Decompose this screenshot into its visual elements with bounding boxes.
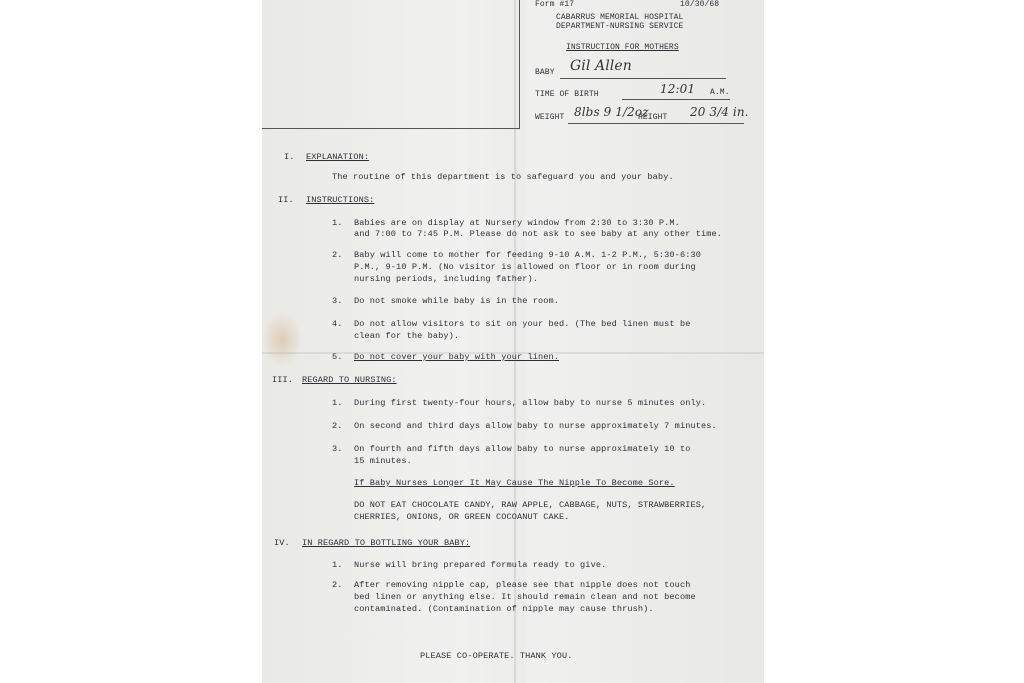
list-item-number: 2.: [332, 250, 343, 260]
list-item-number: 2.: [332, 580, 343, 590]
section-1-number: I.: [284, 152, 295, 162]
list-item-number: 3.: [332, 296, 343, 306]
section-4-title: IN REGARD TO BOTTLING YOUR BABY:: [302, 538, 471, 548]
document-page: [262, 0, 764, 683]
baby-name-handwritten: Gil Allen: [570, 58, 632, 74]
list-item-line: On fourth and fifth days allow baby to nurse approximately 10 to: [354, 444, 691, 454]
list-item-line: Do not allow visitors to sit on your bed. (The bed linen must be: [354, 319, 691, 329]
nursing-note: If Baby Nurses Longer It May Cause The Nipple To Become Sore.: [354, 478, 675, 488]
list-item-line: contaminated. (Contamination of nipple may cause thrush).: [354, 604, 654, 614]
list-item-line: 15 minutes.: [354, 456, 412, 466]
box-bottom-border: [262, 128, 520, 129]
section-2-number: II.: [278, 195, 294, 205]
list-item-line: bed linen or anything else. It should remain clean and not become: [354, 592, 696, 602]
list-item-line: Do not cover your baby with your linen.: [354, 352, 560, 362]
list-item-line: and 7:00 to 7:45 P.M. Please do not ask to see baby at any other time.: [354, 229, 722, 239]
list-item-number: 3.: [332, 444, 343, 454]
weight-label: WEIGHT: [535, 113, 565, 122]
footer-text: PLEASE CO-OPERATE. THANK YOU.: [420, 651, 573, 661]
section-1-body: The routine of this department is to safeguard you and your baby.: [332, 172, 674, 182]
baby-field-line: [560, 78, 726, 79]
list-item-number: 1.: [332, 560, 343, 570]
hospital-name: CABARRUS MEMORIAL HOSPITAL: [556, 13, 684, 22]
list-item-number: 5.: [332, 352, 343, 362]
baby-label: BABY: [535, 68, 555, 77]
time-of-birth-suffix: A.M.: [710, 88, 730, 97]
form-date: 10/30/68: [680, 0, 720, 9]
height-label: HEIGHT: [638, 113, 668, 122]
section-3-title: REGARD TO NURSING:: [302, 375, 397, 385]
list-item-line: During first twenty-four hours, allow baby to nurse 5 minutes only.: [354, 398, 707, 408]
list-item-line: Nurse will bring prepared formula ready to give.: [354, 560, 607, 570]
department-name: DEPARTMENT-NURSING SERVICE: [556, 22, 684, 31]
section-2-title: INSTRUCTIONS:: [306, 195, 375, 205]
time-field-line: [622, 99, 730, 100]
list-item-line: Baby will come to mother for feeding 9-10 A.M. 1-2 P.M., 5:30-6:30: [354, 250, 701, 260]
weight-field-line: [568, 123, 744, 124]
list-item-line: nursing periods, including father).: [354, 274, 538, 284]
list-item-line: On second and third days allow baby to nurse approximately 7 minutes.: [354, 421, 717, 431]
list-item-line: After removing nipple cap, please see that nipple does not touch: [354, 580, 691, 590]
form-title: INSTRUCTION FOR MOTHERS: [566, 43, 679, 52]
list-item-number: 4.: [332, 319, 343, 329]
section-4-number: IV.: [274, 538, 290, 548]
list-item-number: 2.: [332, 421, 343, 431]
box-right-border: [519, 0, 520, 129]
list-item-line: Babies are on display at Nursery window from 2:30 to 3:30 P.M.: [354, 218, 680, 228]
food-warning-line: DO NOT EAT CHOCOLATE CANDY, RAW APPLE, CABBAGE, NUTS, STRAWBERRIES,: [354, 500, 707, 510]
food-warning-line: CHERRIES, ONIONS, OR GREEN COCOANUT CAKE.: [354, 512, 570, 522]
stain-mark: [262, 312, 302, 367]
list-item-line: P.M., 9-10 P.M. (No visitor is allowed on floor or in room during: [354, 262, 696, 272]
weight-handwritten: 8lbs 9 1/2oz: [574, 105, 649, 119]
list-item-number: 1.: [332, 218, 343, 228]
form-number: Form #17: [535, 0, 575, 9]
time-of-birth-handwritten: 12:01: [660, 82, 696, 96]
section-1-title: EXPLANATION:: [306, 152, 370, 162]
time-of-birth-label: TIME OF BIRTH: [535, 90, 599, 99]
list-item-line: Do not smoke while baby is in the room.: [354, 296, 560, 306]
height-handwritten: 20 3/4 in.: [690, 105, 749, 119]
list-item-line: clean for the baby).: [354, 331, 460, 341]
list-item-number: 1.: [332, 398, 343, 408]
section-3-number: III.: [272, 375, 294, 385]
